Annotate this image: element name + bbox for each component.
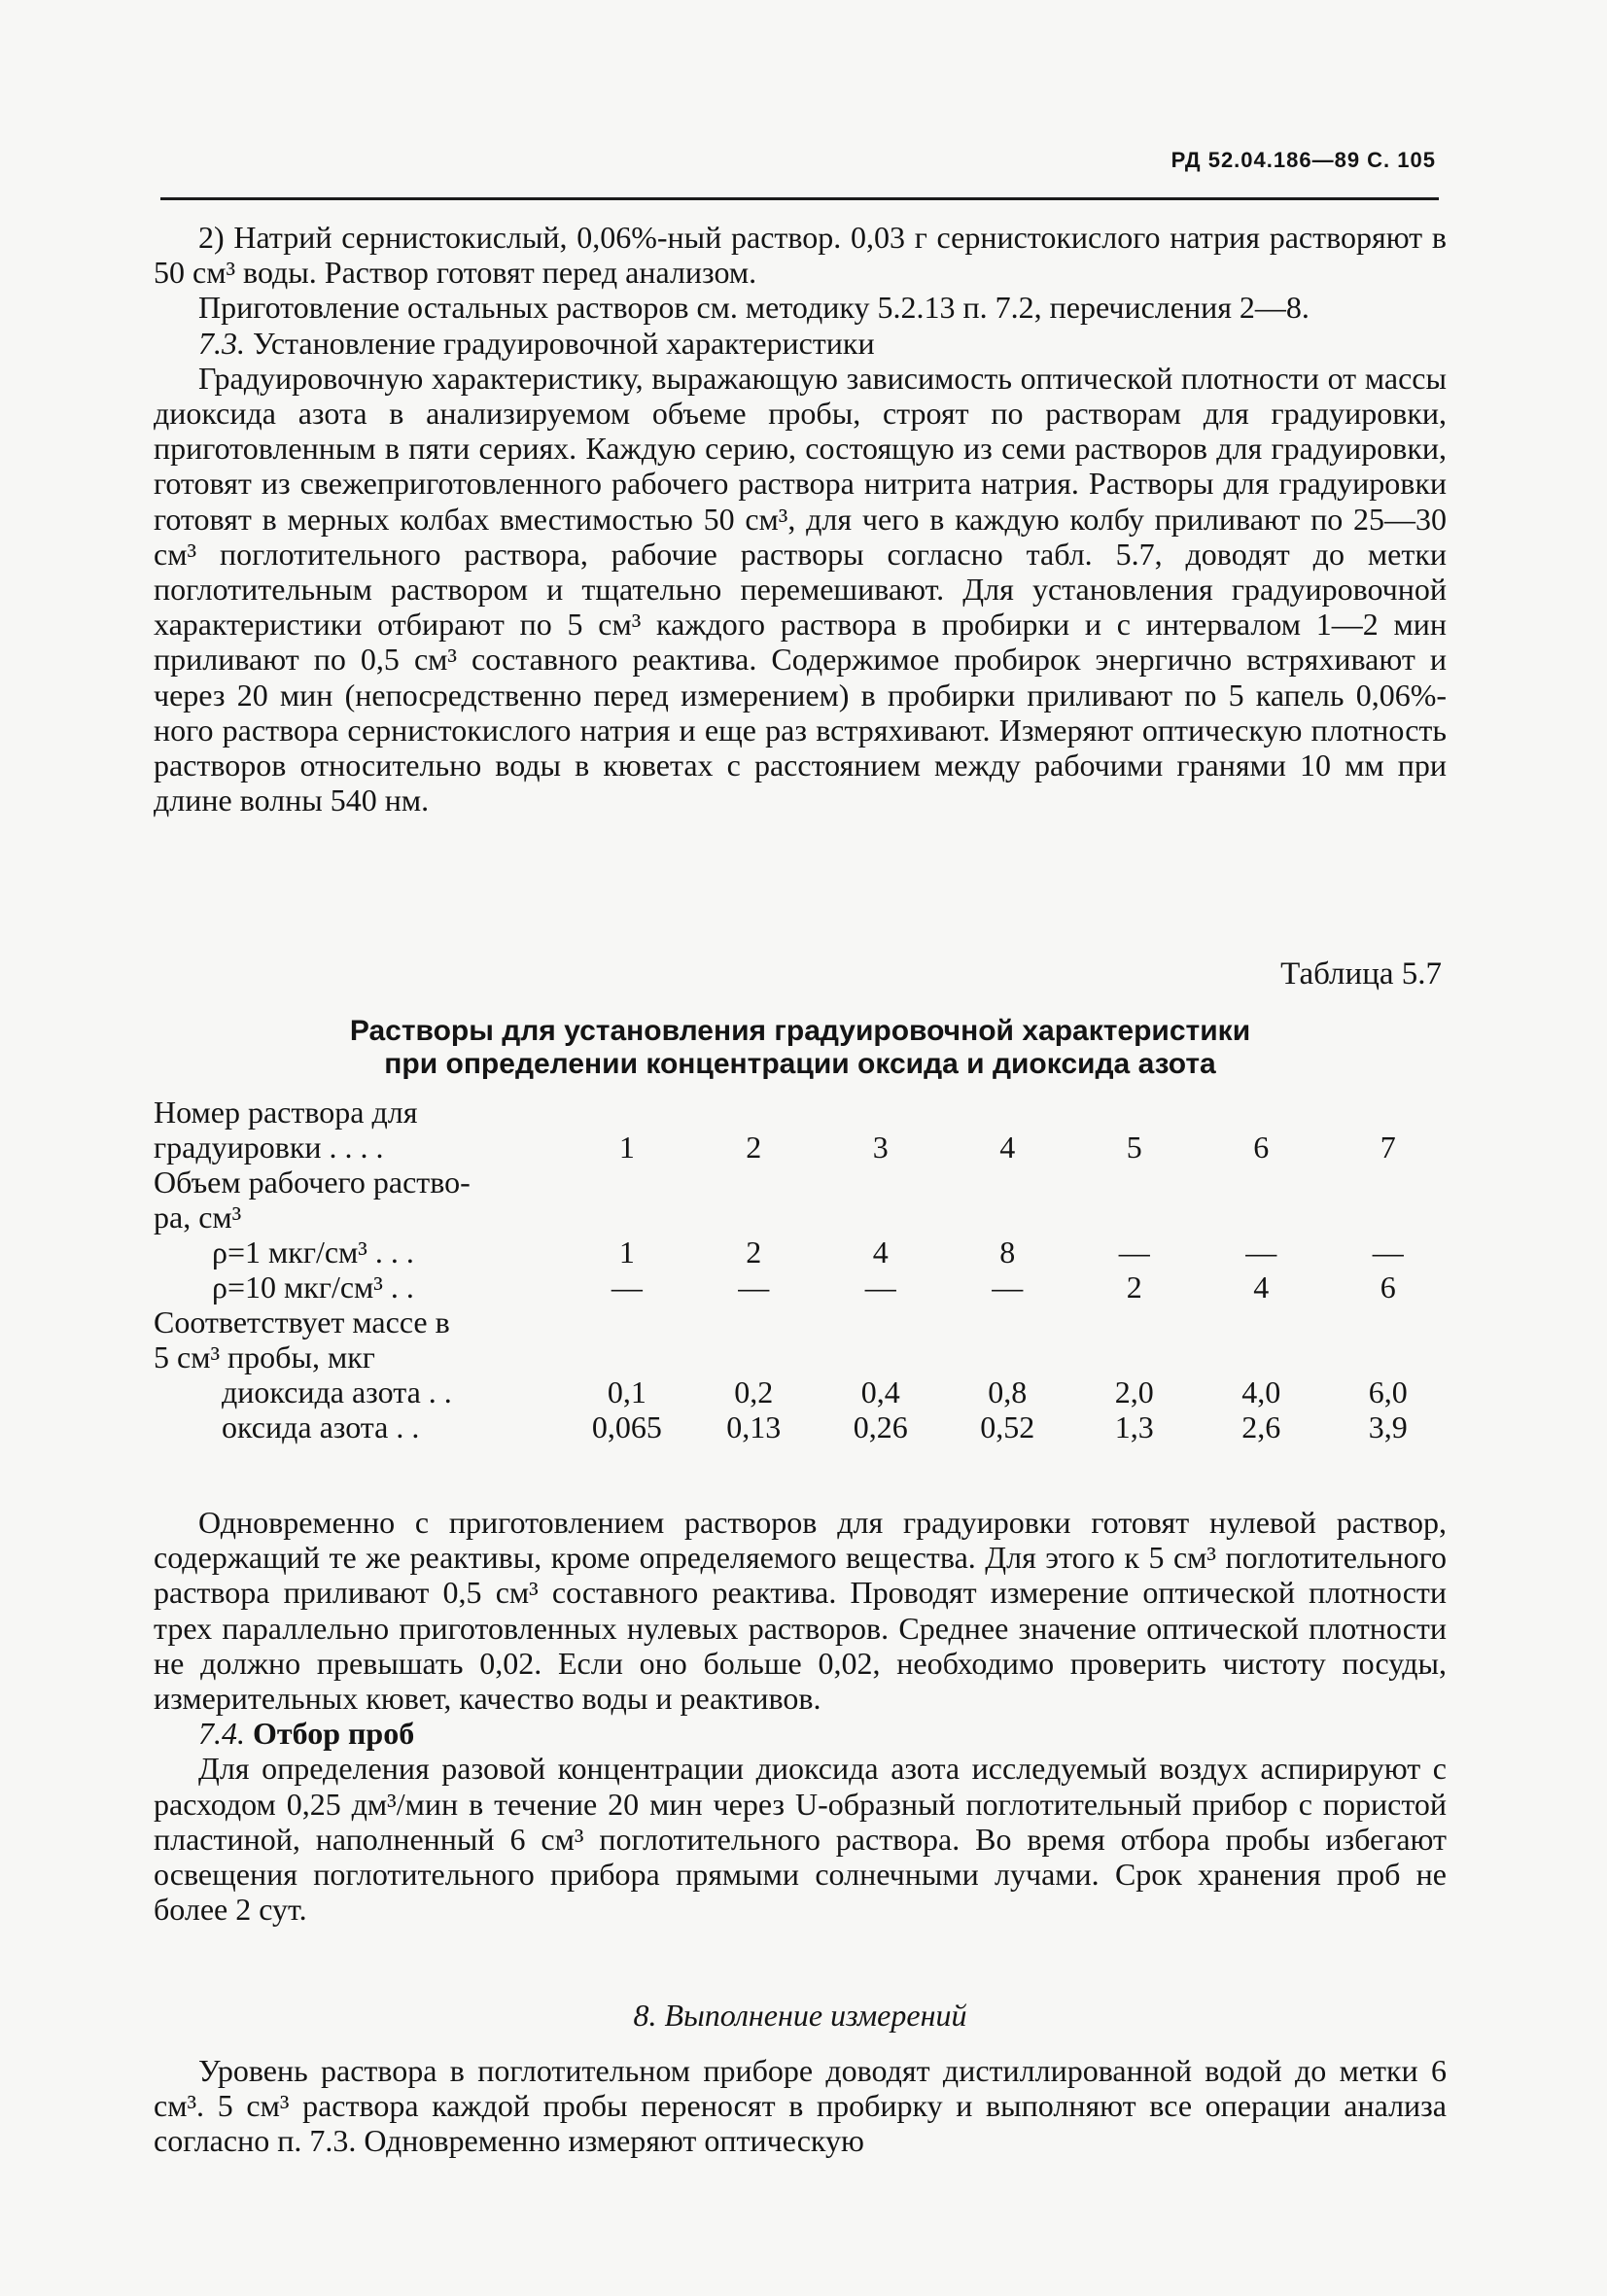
- table-row: [154, 1409, 1451, 1444]
- table-title: [154, 1015, 1447, 1081]
- row-label: Соответствует массе в: [154, 1305, 450, 1339]
- table-cell: [944, 1305, 1070, 1339]
- table-cell: [1071, 1095, 1198, 1130]
- table-caption: Таблица 5.7: [1280, 957, 1442, 991]
- table-cell: —: [1118, 1235, 1150, 1270]
- paragraph-calibration: Градуировочную характеристику, выражающую зависимость оптической плотности от массы диоксида азота в анализируемом объеме пробы, строят по растворам для градуировки, приготовленным в пяти сериях. Каждую серию, состоящую из семи растворов для градуировки, готовят из свежеприготовленного рабочего раствора нитрита натрия. Растворы для градуировки готовят в мерных колбах вместимостью 50 см³, для чего в каждую колбу приливают по 25—30 см³ поглотительного раствора, рабочие растворы согласно табл. 5.7, доводят до метки поглотительным раствором и тщательно перемешивают. Для установления градуировочной характеристики отбирают по 5 см³ каждого раствора в пробирки и с интервалом 1—2 мин приливают по 0,5 см³ составного реактива. Содержимое пробирок энергично встряхивают и через 20 мин (непосредственно перед измерением) в пробирки приливают по 5 капель 0,06%-ного раствора сернистокислого натрия и еще раз встряхивают. Измеряют оптическую плотность растворов относительно воды в кюветах с расстоянием между рабочими гранями 10 мм при длине волны 540 нм.: [154, 360, 1447, 818]
- row-label-text: оксида азота . .: [222, 1409, 420, 1444]
- table-row: [154, 1130, 1451, 1165]
- table-cell: 4: [872, 1235, 889, 1270]
- table-cell: 2: [746, 1130, 762, 1165]
- table-title-line-2: при определении концентрации оксида и диоксида азота: [384, 1048, 1216, 1080]
- table-cell: [944, 1200, 1070, 1235]
- table-cell: [690, 1165, 817, 1200]
- row-label: ра, см³: [154, 1200, 242, 1235]
- table-cell: 4: [999, 1130, 1016, 1165]
- bottom-text-block: [154, 2053, 1447, 2159]
- table-cell: [564, 1095, 690, 1130]
- table-cell: 2: [1126, 1270, 1142, 1305]
- row-label: [154, 1409, 564, 1444]
- table-cell: [1071, 1339, 1198, 1374]
- table-cell: —: [992, 1270, 1024, 1305]
- table-cell: 3,9: [1368, 1409, 1408, 1444]
- table-cell: —: [1372, 1235, 1404, 1270]
- table-row: [154, 1305, 1451, 1339]
- table-cell: [1324, 1095, 1451, 1130]
- row-label-text: ρ=10 мкг/см³ . .: [212, 1270, 414, 1305]
- table-row: [154, 1339, 1451, 1374]
- section-7-4-heading: [154, 1716, 1447, 1751]
- table-cell: —: [611, 1270, 643, 1305]
- table-cell: [818, 1165, 944, 1200]
- table-cell: 2,0: [1114, 1374, 1154, 1409]
- section-7-4-number: 7.4.: [198, 1716, 245, 1752]
- header-rule: [160, 197, 1439, 200]
- table-cell: [1324, 1305, 1451, 1339]
- table-cell: 6: [1253, 1130, 1270, 1165]
- table-cell: —: [864, 1270, 896, 1305]
- table-cell: [1198, 1305, 1324, 1339]
- table-cell: 5: [1126, 1130, 1142, 1165]
- table-cell: 6: [1380, 1270, 1396, 1305]
- table-cell: [1198, 1339, 1324, 1374]
- table-cell: [564, 1339, 690, 1374]
- table-cell: [818, 1339, 944, 1374]
- table-cell: 0,52: [980, 1409, 1035, 1444]
- row-label: градуировки . . . .: [154, 1130, 384, 1165]
- table-cell: 0,8: [988, 1374, 1028, 1409]
- row-label: Объем рабочего раство-: [154, 1165, 471, 1200]
- table-title-line-1: Растворы для установления градуировочной характеристики: [349, 1015, 1251, 1047]
- table-cell: [1071, 1165, 1198, 1200]
- table-row: [154, 1165, 1451, 1200]
- table-cell: 0,1: [607, 1374, 646, 1409]
- table-cell: [690, 1200, 817, 1235]
- table-cell: [1324, 1200, 1451, 1235]
- row-label: 5 см³ пробы, мкг: [154, 1339, 375, 1374]
- table-cell: [944, 1165, 1070, 1200]
- table-cell: 0,065: [591, 1409, 662, 1444]
- table-cell: [690, 1095, 817, 1130]
- table-cell: [690, 1339, 817, 1374]
- calibration-table: [154, 1095, 1451, 1444]
- table-row: [154, 1235, 1451, 1270]
- paragraph-zero-solution: Одновременно с приготовлением растворов для градуировки готовят нулевой раствор, содержащий те же реактивы, кроме определяемого вещества. Для этого к 5 см³ поглотительного раствора приливают 0,5 см³ составного реактива. Проводят измерение оптической плотности трех параллельно приготовленных нулевых растворов. Среднее значение оптической плотности не должно превышать 0,02. Если оно больше 0,02, необходимо проверить чистоту посуды, измерительных кювет, качество воды и реактивов.: [154, 1505, 1447, 1717]
- paragraph-sodium-sulfite: 2) Натрий сернистокислый, 0,06%-ный раствор. 0,03 г сернистокислого натрия растворяют в 50 см³ воды. Раствор готовят перед анализом.: [154, 220, 1447, 291]
- section-7-3-title: Установление градуировочной характеристики: [253, 325, 875, 361]
- table-cell: 1,3: [1114, 1409, 1154, 1444]
- table-cell: —: [738, 1270, 770, 1305]
- row-label: [154, 1235, 564, 1270]
- table-cell: 0,26: [853, 1409, 908, 1444]
- section-7-4-title: Отбор проб: [253, 1716, 415, 1752]
- table-cell: —: [1245, 1235, 1277, 1270]
- table-cell: [944, 1339, 1070, 1374]
- table-cell: [1071, 1305, 1198, 1339]
- table-cell: [564, 1165, 690, 1200]
- table-cell: 3: [872, 1130, 889, 1165]
- row-label: Номер раствора для: [154, 1095, 418, 1130]
- table-cell: [1324, 1339, 1451, 1374]
- page-header: РД 52.04.186—89 С. 105: [1170, 148, 1436, 172]
- row-label: [154, 1270, 564, 1305]
- table-cell: [1198, 1200, 1324, 1235]
- table-cell: 1: [618, 1235, 635, 1270]
- paragraph-measurements: Уровень раствора в поглотительном приборе доводят дистиллированной водой до метки 6 см³. 5 см³ раствора каждой пробы переносят в пробирку и выполняют все операции анализа согласно п. 7.3. Одновременно измеряют оптическую: [154, 2053, 1447, 2159]
- table-cell: 4,0: [1241, 1374, 1281, 1409]
- table-cell: 2: [746, 1235, 762, 1270]
- table-row: [154, 1270, 1451, 1305]
- paragraph-sampling: Для определения разовой концентрации диоксида азота исследуемый воздух аспирируют с расходом 0,25 дм³/мин в течение 20 мин через U-образный поглотительный прибор с пористой пластиной, наполненный 6 см³ поглотительного раствора. Во время отбора пробы избегают освещения поглотительного прибора прямыми солнечными лучами. Срок хранения проб не более 2 сут.: [154, 1751, 1447, 1928]
- table-cell: [1071, 1200, 1198, 1235]
- table-cell: [818, 1095, 944, 1130]
- table-cell: 1: [618, 1130, 635, 1165]
- table-cell: 2,6: [1241, 1409, 1281, 1444]
- table-cell: [818, 1305, 944, 1339]
- table-cell: 0,2: [734, 1374, 774, 1409]
- table-cell: [690, 1305, 817, 1339]
- row-label-text: диоксида азота . .: [222, 1374, 452, 1409]
- table-cell: [564, 1200, 690, 1235]
- section-8-heading: 8. Выполнение измерений: [633, 1998, 967, 2033]
- table-cell: [1198, 1095, 1324, 1130]
- table-cell: 8: [999, 1235, 1016, 1270]
- table-row: [154, 1200, 1451, 1235]
- table-cell: 6,0: [1368, 1374, 1408, 1409]
- top-text-block: [154, 220, 1447, 818]
- row-label: [154, 1374, 564, 1409]
- table-cell: [564, 1305, 690, 1339]
- table-row: [154, 1374, 1451, 1409]
- section-7-3-number: 7.3.: [198, 325, 245, 361]
- table-row: [154, 1095, 1451, 1130]
- middle-text-block: [154, 1505, 1447, 1927]
- table-cell: 4: [1253, 1270, 1270, 1305]
- section-7-3-heading: [154, 326, 1447, 361]
- table-cell: [818, 1200, 944, 1235]
- paragraph-other-solutions: Приготовление остальных растворов см. методику 5.2.13 п. 7.2, перечисления 2—8.: [198, 290, 1310, 326]
- table-cell: [944, 1095, 1070, 1130]
- table-cell: 0,13: [726, 1409, 782, 1444]
- row-label-text: ρ=1 мкг/см³ . . .: [212, 1235, 414, 1270]
- table-cell: [1324, 1165, 1451, 1200]
- table-cell: 7: [1380, 1130, 1396, 1165]
- table-cell: 0,4: [860, 1374, 900, 1409]
- table-cell: [1198, 1165, 1324, 1200]
